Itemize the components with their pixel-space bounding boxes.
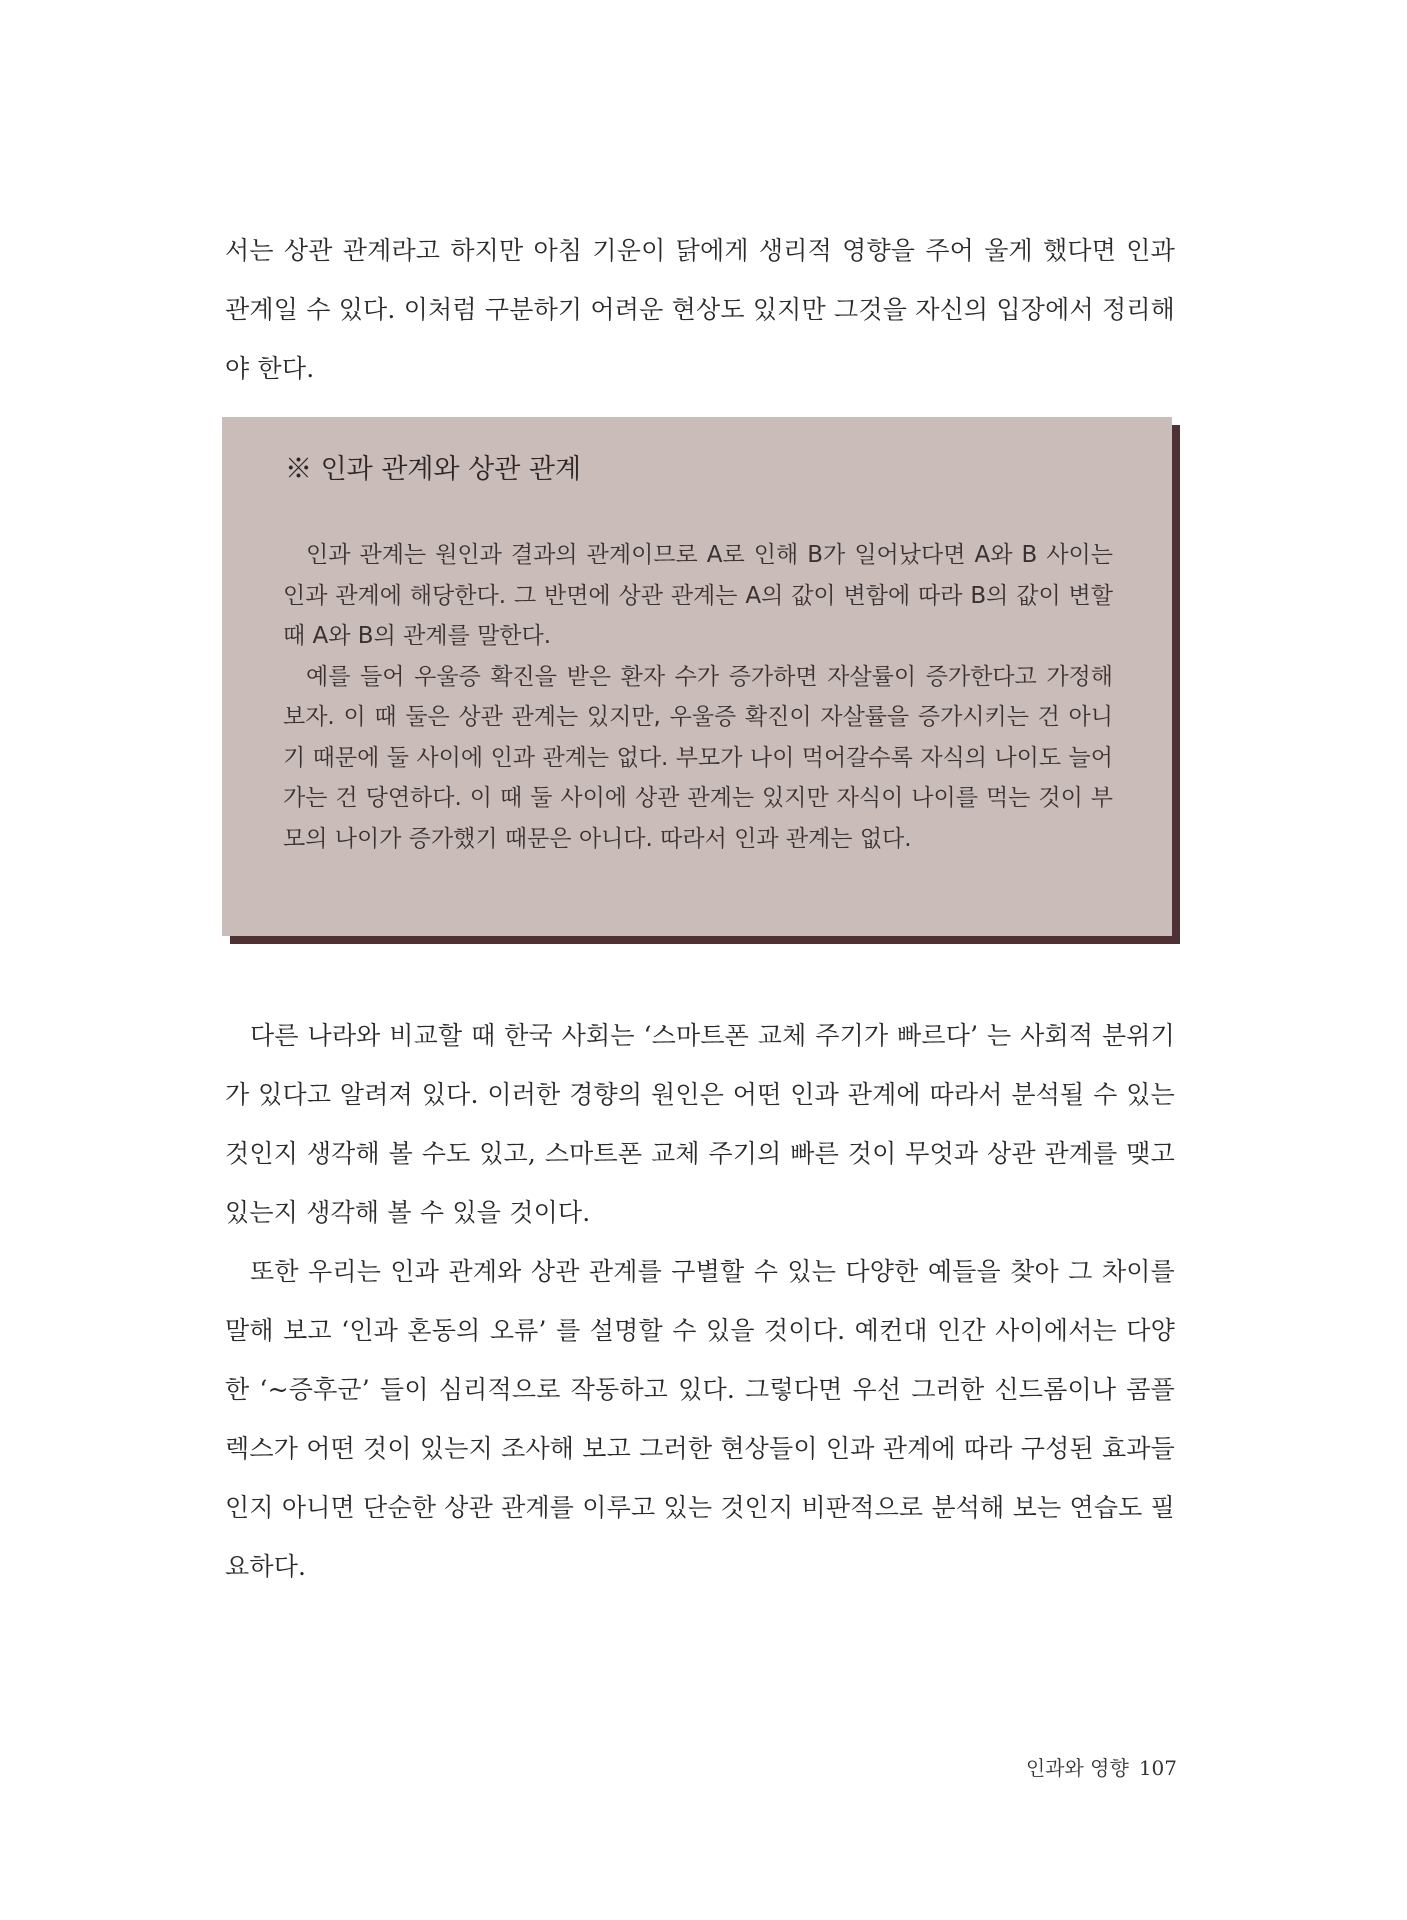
note-body — [283, 535, 1113, 859]
note-box — [222, 417, 1172, 936]
page-number: 107 — [1138, 1756, 1177, 1780]
note-title: ※ 인과 관계와 상관 관계 — [285, 454, 582, 485]
top-paragraph: 서는 상관 관계라고 하지만 아침 기운이 닭에게 생리적 영향을 주어 울게 했다면 인과 관계일 수 있다. 이처럼 구분하기 어려운 현상도 있지만 그것을 자신의 입장에서 정리해야 한다. — [225, 236, 1176, 383]
page-footer — [1016, 1752, 1177, 1781]
bottom-paragraph-block — [225, 1006, 1175, 1596]
running-title: 인과와 영향 — [1025, 1756, 1129, 1780]
body-paragraph: 다른 나라와 비교할 때 한국 사회는 ‘스마트폰 교체 주기가 빠르다’ 는 사회적 분위기가 있다고 알려져 있다. 이러한 경향의 원인은 어떤 인과 관계에 따라서 분석될 수 있는 것인지 생각해 볼 수도 있고, 스마트폰 교체 주기의 빠른 것이 무엇과 상관 관계를 맺고 있는지 생각해 볼 수 있을 것이다. — [225, 1021, 1175, 1227]
note-paragraph: 인과 관계는 원인과 결과의 관계이므로 A로 인해 B가 일어났다면 A와 B 사이는 인과 관계에 해당한다. 그 반면에 상관 관계는 A의 값이 변함에 따라 B의 값이 변할 때 A와 B의 관계를 말한다. — [283, 542, 1113, 649]
body-paragraph: 또한 우리는 인과 관계와 상관 관계를 구별할 수 있는 다양한 예들을 찾아 그 차이를 말해 보고 ‘인과 혼동의 오류’ 를 설명할 수 있을 것이다. 예컨대 인간 사이에서는 다양한 ‘~증후군’ 들이 심리적으로 작동하고 있다. 그렇다면 우선 그러한 신드롬이나 콤플렉스가 어떤 것이 있는지 조사해 보고 그러한 현상들이 인과 관계에 따라 구성된 효과들인지 아니면 단순한 상관 관계를 이루고 있는 것인지 비판적으로 분석해 보는 연습도 필요하다. — [225, 1257, 1176, 1581]
note-paragraph: 예를 들어 우울증 확진을 받은 환자 수가 증가하면 자살률이 증가한다고 가정해 보자. 이 때 둘은 상관 관계는 있지만, 우울증 확진이 자살률을 증가시키는 건 아니기 때문에 둘 사이에 인과 관계는 없다. 부모가 나이 먹어갈수록 자식의 나이도 늘어가는 건 당연하다. 이 때 둘 사이에 상관 관계는 있지만 자식이 나이를 먹는 것이 부모의 나이가 증가했기 때문은 아니다. 따라서 인과 관계는 없다. — [283, 663, 1113, 852]
top-paragraph-block — [225, 221, 1175, 398]
